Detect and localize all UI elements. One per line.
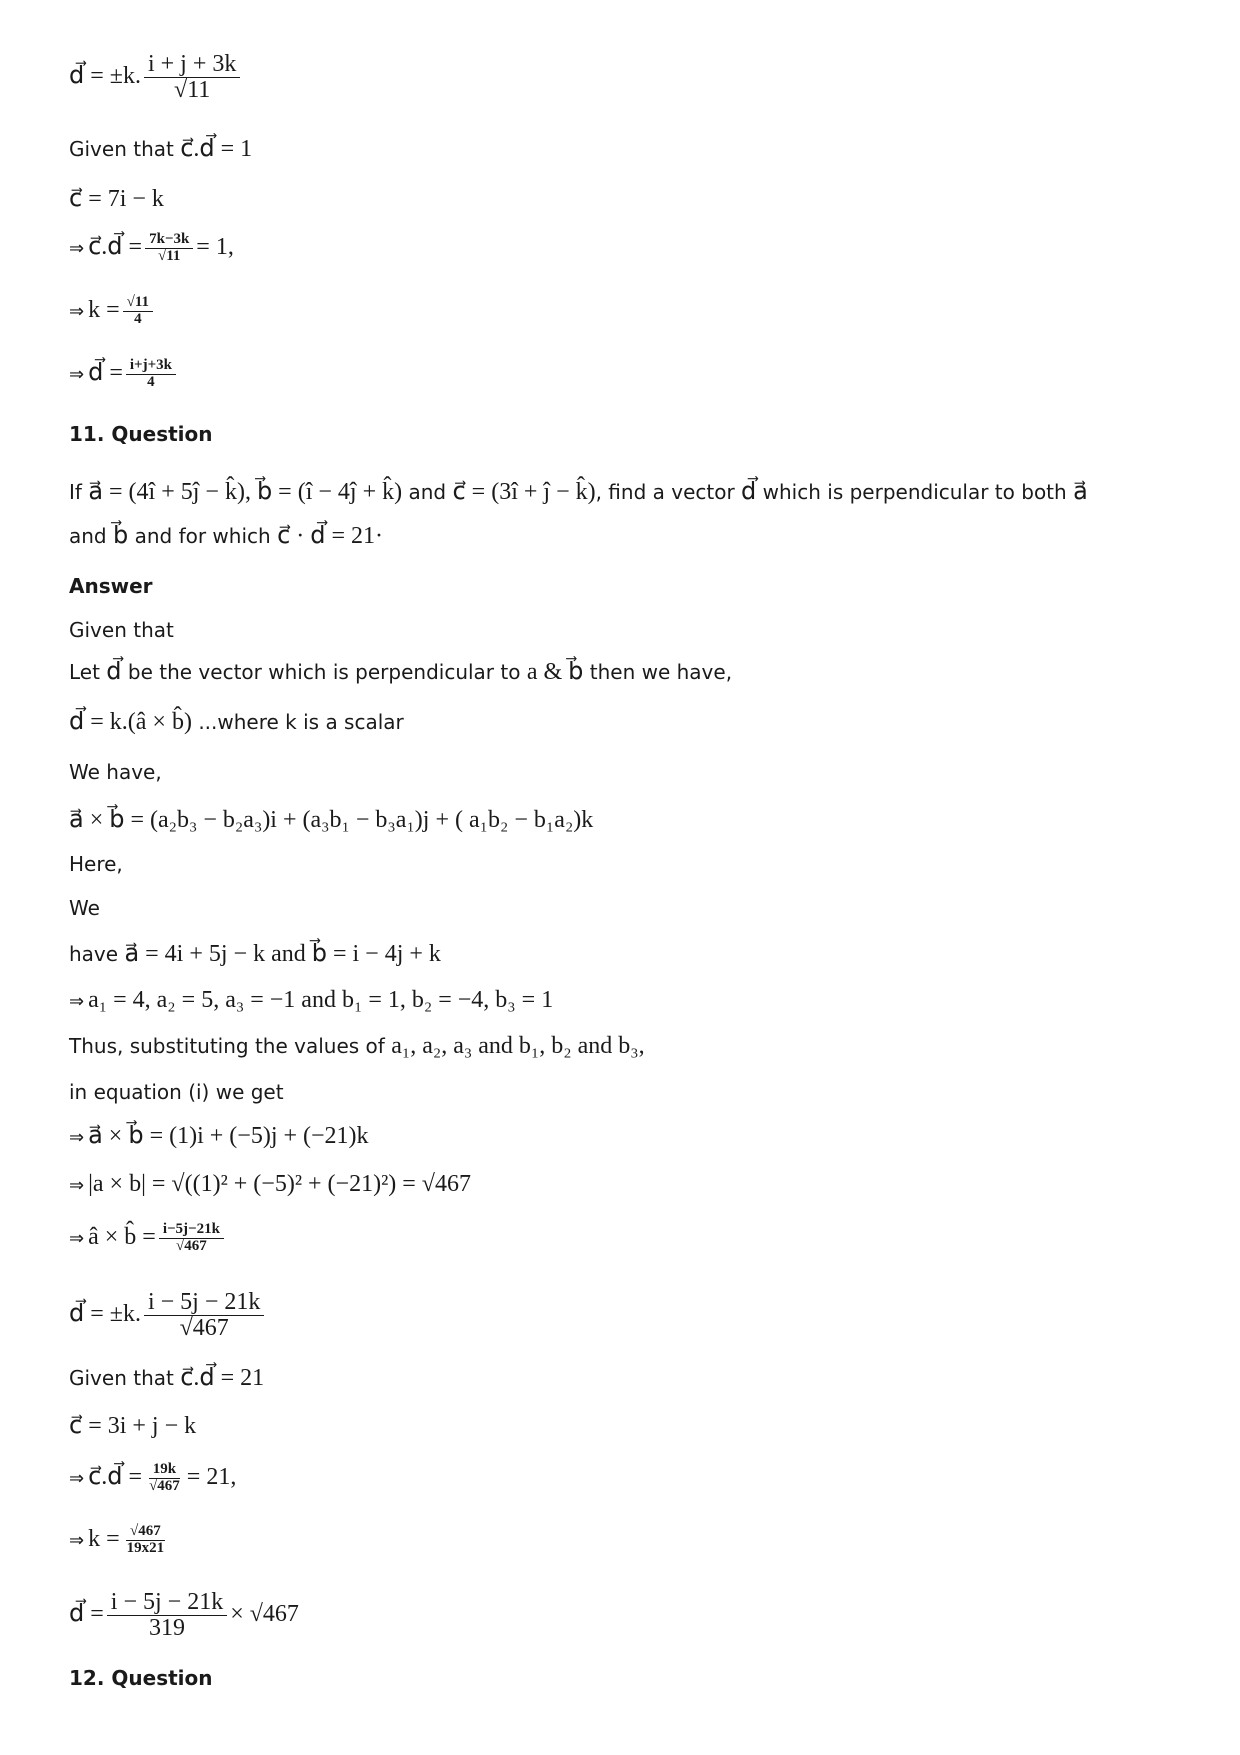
question-11-heading: 11. Question bbox=[69, 422, 213, 446]
k-line-2 bbox=[69, 1524, 171, 1557]
d-lhs: d⃗ = ±k. bbox=[69, 63, 141, 90]
given-that-line bbox=[69, 135, 252, 163]
cd-line-2 bbox=[69, 1462, 236, 1495]
given-math: c⃗.d⃗ = 21 bbox=[180, 1365, 265, 1391]
given-math: c⃗.d⃗ = 1 bbox=[180, 136, 253, 162]
cd-lhs: c⃗.d⃗ = bbox=[88, 233, 143, 260]
thus-line bbox=[69, 1032, 645, 1060]
fraction-numerator: 7k−3k bbox=[145, 232, 193, 249]
text: and bbox=[69, 524, 107, 548]
fraction bbox=[159, 1222, 224, 1255]
text: which is perpendicular to both bbox=[762, 480, 1067, 504]
fraction-numerator: 19k bbox=[149, 1462, 180, 1479]
fraction bbox=[123, 295, 153, 328]
fraction-numerator: i − 5j − 21k bbox=[144, 1290, 264, 1316]
in-equation-text: in equation (i) we get bbox=[69, 1080, 284, 1104]
fraction-denominator: √467 bbox=[176, 1237, 207, 1254]
fraction-denominator: 4 bbox=[147, 373, 155, 390]
vector-c: c⃗ = (3î + ĵ − k̂) bbox=[452, 479, 596, 505]
final-answer-line bbox=[69, 1590, 299, 1641]
fraction-denominator: 319 bbox=[148, 1615, 185, 1642]
implies-icon: ⇒ bbox=[69, 1467, 85, 1489]
unit-lhs: â × b̂ = bbox=[88, 1223, 156, 1250]
d-equation-line bbox=[69, 52, 243, 103]
cross-result: a⃗ × b⃗ = (1)i + (−5)j + (−21)k bbox=[88, 1123, 369, 1149]
cd-rhs: = 21, bbox=[186, 1463, 237, 1490]
implies-icon: ⇒ bbox=[69, 237, 85, 259]
fraction-numerator: i−5j−21k bbox=[159, 1222, 224, 1239]
fraction-numerator: √467 bbox=[126, 1524, 165, 1541]
fraction-numerator: i − 5j − 21k bbox=[107, 1590, 227, 1616]
fraction-denominator: 19x21 bbox=[126, 1539, 165, 1556]
cd-line bbox=[69, 232, 234, 265]
unit-vector-line bbox=[69, 1222, 227, 1255]
vector-d: d⃗ bbox=[741, 479, 757, 505]
final-lhs: d⃗ = bbox=[69, 1601, 104, 1628]
text: , find a vector bbox=[595, 480, 735, 504]
text: Thus, substituting the values of bbox=[69, 1034, 385, 1058]
cross-result-line bbox=[69, 1122, 369, 1152]
here-text: Here, bbox=[69, 852, 123, 876]
have-line bbox=[69, 940, 441, 968]
given-that-line-2 bbox=[69, 1364, 264, 1392]
we-have-text: We have, bbox=[69, 760, 162, 784]
implies-icon: ⇒ bbox=[69, 300, 85, 322]
vectors-ab: a⃗ = (4î + 5ĵ − k̂), b⃗ = (î − 4ĵ + k̂) bbox=[88, 479, 403, 505]
magnitude-line bbox=[69, 1170, 471, 1200]
vector-d: d⃗ bbox=[106, 659, 122, 685]
k-lhs: k = bbox=[88, 1525, 120, 1552]
vectors-a-b: a & b⃗ bbox=[526, 659, 584, 685]
text: ...where k is a scalar bbox=[198, 710, 404, 734]
d-definition-line bbox=[69, 708, 404, 736]
magnitude: |a × b| = √((1)² + (−5)² + (−21)²) = √467 bbox=[88, 1171, 471, 1197]
fraction bbox=[123, 1524, 169, 1557]
dot-condition: c⃗ · d⃗ = 21· bbox=[277, 523, 384, 549]
text: Given that bbox=[69, 1366, 174, 1390]
fraction-denominator: √467 bbox=[179, 1315, 229, 1342]
d-pm-line bbox=[69, 1290, 267, 1341]
final-rhs: × √467 bbox=[230, 1601, 299, 1628]
text: have bbox=[69, 942, 119, 966]
d-lhs: d⃗ = bbox=[88, 359, 123, 386]
we-text: We bbox=[69, 896, 100, 920]
fraction bbox=[145, 1462, 184, 1495]
given-that-text: Given that bbox=[69, 618, 174, 642]
implies-icon: ⇒ bbox=[69, 363, 85, 385]
fraction-numerator: i + j + 3k bbox=[144, 52, 240, 78]
fraction-denominator: 4 bbox=[134, 310, 142, 327]
implies-icon: ⇒ bbox=[69, 1529, 85, 1551]
fraction bbox=[144, 1290, 264, 1341]
question-11-text-line-1 bbox=[69, 478, 1088, 506]
vector-a: a⃗ bbox=[1073, 479, 1088, 505]
vector-b: b⃗ bbox=[113, 523, 129, 549]
k-line bbox=[69, 295, 156, 328]
d-pm-lhs: d⃗ = ±k. bbox=[69, 1301, 141, 1328]
fraction-denominator: √467 bbox=[149, 1477, 180, 1494]
fraction-numerator: i+j+3k bbox=[126, 358, 176, 375]
d-result-line bbox=[69, 358, 179, 391]
k-lhs: k = bbox=[88, 296, 120, 323]
c-value-line bbox=[69, 185, 164, 213]
text: then we have, bbox=[589, 660, 733, 684]
text: be the vector which is perpendicular to bbox=[127, 660, 521, 684]
component-values: a₁ = 4, a₂ = 5, a₃ = −1 and b₁ = 1, b₂ = −4, b₃ = 1 bbox=[88, 987, 554, 1013]
component-values-line bbox=[69, 986, 553, 1016]
fraction bbox=[144, 52, 240, 103]
fraction bbox=[126, 358, 176, 391]
answer-heading: Answer bbox=[69, 574, 153, 598]
components-list: a₁, a₂, a₃ and b₁, b₂ and b₃, bbox=[391, 1033, 645, 1059]
implies-icon: ⇒ bbox=[69, 1175, 85, 1196]
given-text: Given that bbox=[69, 137, 174, 161]
let-line bbox=[69, 658, 732, 686]
fraction-denominator: √11 bbox=[157, 247, 181, 264]
text: and for which bbox=[134, 524, 271, 548]
d-definition: d⃗ = k.(â × b̂) bbox=[69, 709, 192, 735]
fraction-denominator: √11 bbox=[174, 77, 211, 104]
implies-icon: ⇒ bbox=[69, 1227, 85, 1249]
text: Let bbox=[69, 660, 100, 684]
cross-product-formula: a⃗ × b⃗ = (a₂b₃ − b₂a₃)i + (a₃b₁ − b₃a₁)j + ( a₁b₂ − b₁a₂)k bbox=[69, 807, 594, 833]
implies-icon: ⇒ bbox=[69, 991, 85, 1012]
fraction-numerator: √11 bbox=[123, 295, 153, 312]
question-11-text-line-2 bbox=[69, 522, 383, 550]
c-value: c⃗ = 7i − k bbox=[69, 186, 164, 212]
implies-icon: ⇒ bbox=[69, 1127, 85, 1148]
question-12-heading: 12. Question bbox=[69, 1666, 213, 1690]
cd-lhs: c⃗.d⃗ = bbox=[88, 1463, 143, 1490]
vectors-values: a⃗ = 4i + 5j − k and b⃗ = i − 4j + k bbox=[124, 941, 441, 967]
fraction bbox=[145, 232, 193, 265]
text: If bbox=[69, 480, 82, 504]
fraction bbox=[107, 1590, 227, 1641]
c-value-line-2: c⃗ = 3i + j − k bbox=[69, 1413, 197, 1439]
text: and bbox=[408, 480, 447, 504]
cd-rhs: = 1, bbox=[196, 233, 234, 260]
